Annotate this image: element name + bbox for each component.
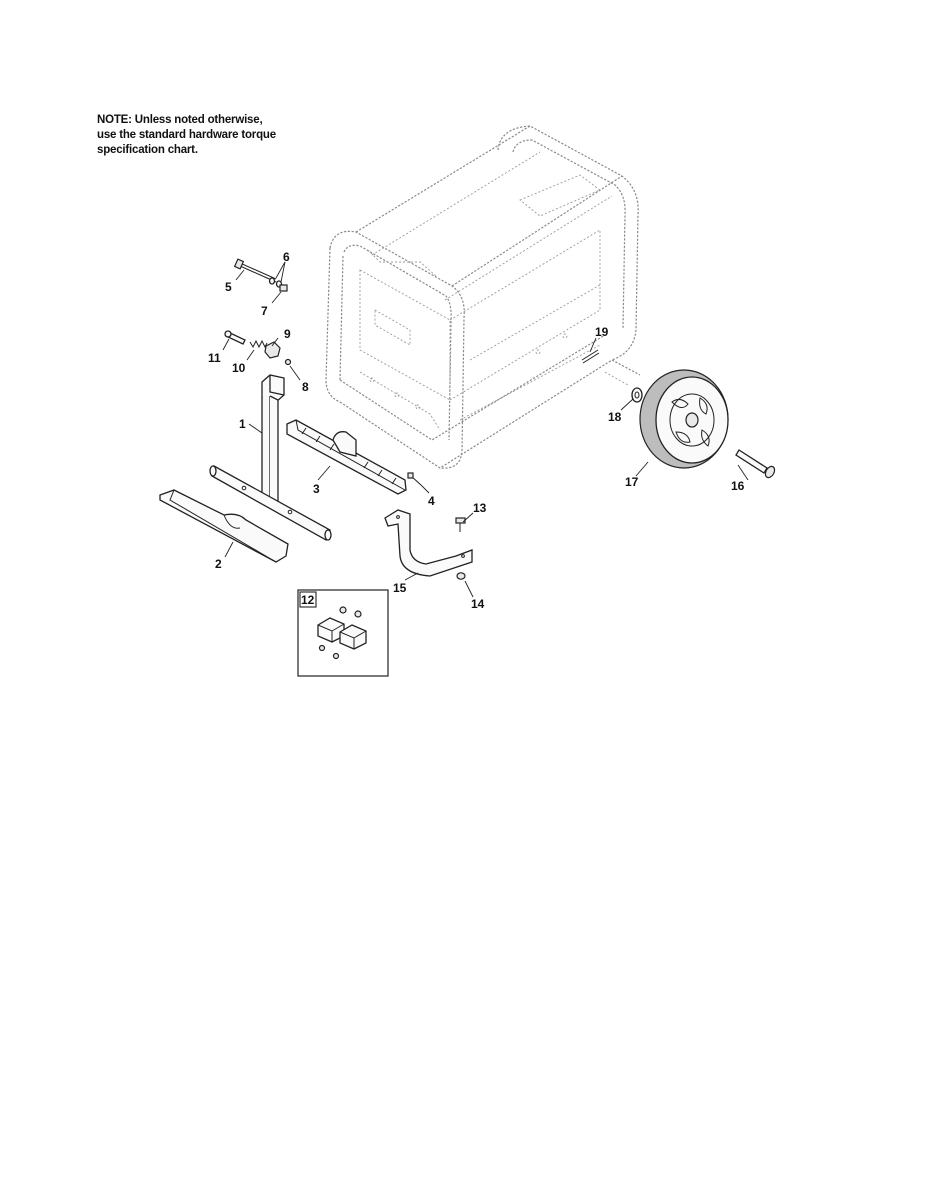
callout-9: 9 — [284, 327, 291, 341]
part-4-bolt — [408, 473, 421, 485]
callout-3: 3 — [313, 482, 320, 496]
part-9-knob — [265, 342, 280, 358]
callout-1: 1 — [239, 417, 246, 431]
callout-16: 16 — [731, 479, 745, 493]
callout-4: 4 — [428, 494, 435, 508]
part-17-wheel — [640, 370, 728, 468]
part-7-nut — [280, 285, 287, 291]
note-line-3: specification chart. — [97, 144, 198, 156]
callout-2: 2 — [215, 557, 222, 571]
callout-15: 15 — [393, 581, 407, 595]
part-3-grip — [287, 420, 406, 494]
callout-11: 11 — [208, 351, 221, 365]
part-10-spring — [250, 341, 267, 347]
part-14-nut — [457, 573, 465, 579]
part-18-washer — [632, 388, 642, 402]
callout-7: 7 — [261, 304, 268, 318]
note-line-2: use the standard hardware torque — [97, 129, 276, 141]
callout-13: 13 — [473, 501, 487, 515]
part-13-bolt — [456, 518, 465, 532]
callout-14: 14 — [471, 597, 485, 611]
callout-8: 8 — [302, 380, 309, 394]
callout-12: 12 — [301, 593, 315, 607]
generator-frame-outline — [326, 126, 640, 468]
callout-19: 19 — [595, 325, 609, 339]
callout-17: 17 — [625, 475, 639, 489]
callout-6: 6 — [283, 250, 290, 264]
callout-18: 18 — [608, 410, 622, 424]
callout-5: 5 — [225, 280, 232, 294]
callout-10: 10 — [232, 361, 246, 375]
part-8-screw — [286, 360, 291, 365]
part-11-pin — [225, 331, 245, 344]
part-16-axle — [736, 450, 776, 479]
note-line-1: NOTE: Unless noted otherwise, — [97, 114, 263, 126]
